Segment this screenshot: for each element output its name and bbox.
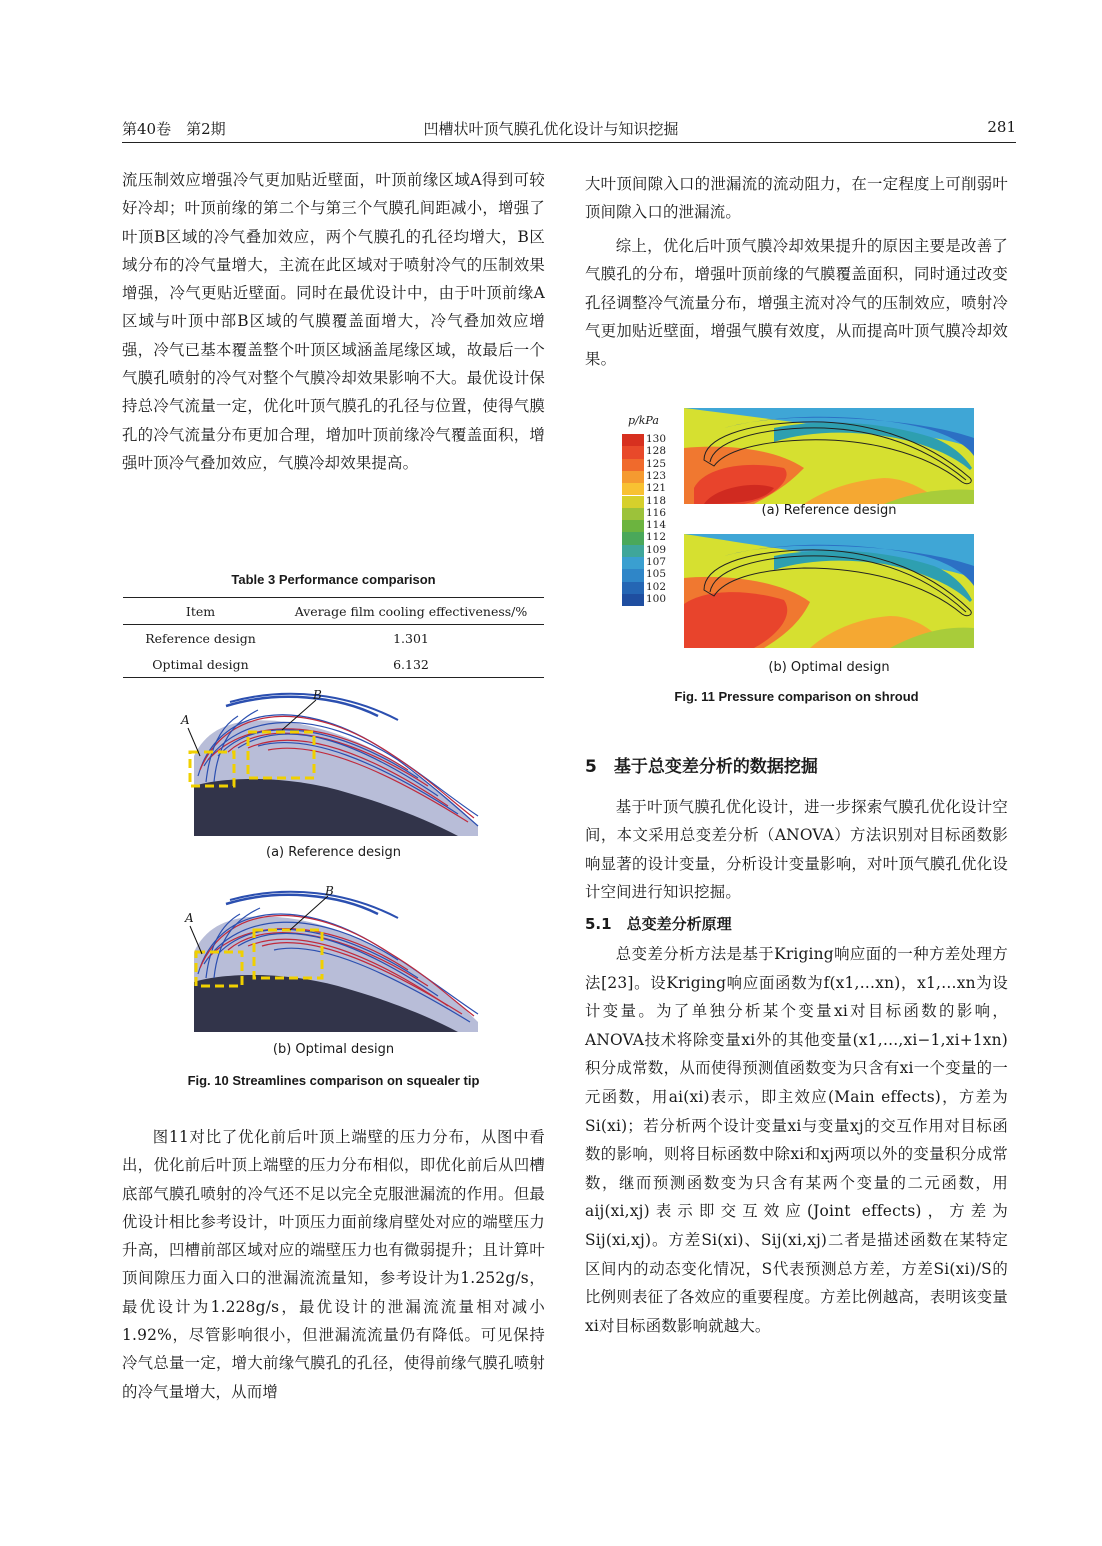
fig10-b-subcaption: (b) Optimal design [272, 1042, 395, 1057]
legend-value: 116 [646, 506, 667, 519]
section-5-heading: 5 基于总变差分析的数据挖掘 [585, 757, 818, 777]
fig10-a-subcaption: (a) Reference design [266, 845, 401, 860]
fig10-a-image [178, 686, 490, 840]
table3-header-row [123, 598, 544, 625]
legend-value: 125 [646, 457, 667, 470]
legend-value: 121 [646, 482, 667, 495]
right-paragraph-3: 基于叶顶气膜孔优化设计，进一步探索气膜孔优化设计空间，本文采用总变差分析（ANOVA）方法识别对目标函数影响显著的设计变量，分析设计变量影响，对叶顶气膜孔优化设计空间进行知识挖掘。 [585, 798, 1008, 901]
legend-value: 118 [646, 494, 667, 507]
legend-value: 123 [646, 469, 667, 482]
legend-value: 105 [646, 568, 667, 581]
legend-value: 102 [646, 580, 667, 593]
legend-swatch [622, 520, 644, 532]
fig10-b-label-a: A [185, 911, 194, 925]
legend-value: 130 [646, 433, 667, 445]
fig10-b-label-b: B [325, 884, 334, 898]
fig10-a-label-b: B [313, 688, 322, 702]
section-5-1-heading: 5.1 总变差分析原理 [585, 915, 732, 933]
fig11-caption: Fig. 11 Pressure comparison on shroud [674, 689, 919, 704]
legend-value: 128 [646, 445, 667, 458]
table3-header-effectiveness: Average film cooling effectiveness/% [294, 603, 528, 619]
right-paragraph-4: 总变差分析方法是基于Kriging响应面的一种方差处理方法[23]。设Kriging响应面函数为f(x1,…xn)，x1,…xn为设计变量。为了单独分析某个变量xi对目标函数的影响，ANOVA技术将除变量xi外的其他变量(x1,…,xi−1,xi+1xn)积分成常数，从而使得预测值函数变为只含有xi一个变量的一元函数，用ai(xi)表示，即主效应(Main effects)，方差为Si(xi)；若分析两个设计变量xi与变量xj的交互作用对目标函数的影响，则将目标函数中除xi和xj两项以外的变量积分成常数，继而预测函数变为只含有某两个变量的二元函数，用aij(xi,xj)表示即交互效应(Joint effects)，方差为Sij(xi,xj)。方差Si(xi)、Sij(xi,xj)二者是描述函数在某特定区间内的动态变化情况，S代表预测总方差，方差Si(xi)/S的比例则表征了各效应的重要程度。方差比例越高，表明该变量xi对目标函数影响就越大。 [585, 945, 1008, 1335]
running-title: 凹槽状叶顶气膜孔优化设计与知识挖掘 [423, 120, 679, 138]
journal-volume-issue: 第40卷 第2期 [122, 120, 226, 138]
left-paragraph-bottom: 图11对比了优化前后叶顶上端壁的压力分布，从图中看出，优化前后叶顶上端壁的压力分布相似，即优化前后从凹槽底部气膜孔喷射的冷气还不足以完全克服泄漏流的作用。但最优设计相比参考设计，叶顶压力面前缘肩壁处对应的端壁压力升高，凹槽前部区域对应的端壁压力也有微弱提升；且计算叶顶间隙压力面入口的泄漏流流量知，参考设计为1.252g/s，最优设计为1.228g/s，最优设计的泄漏流流量相对减小1.92%，尽管影响很小，但泄漏流流量仍有降低。可见保持冷气总量一定，增大前缘气膜孔的孔径，使得前缘气膜孔喷射的冷气量增大，从而增 [122, 1128, 545, 1401]
legend-swatch [622, 557, 644, 569]
legend-swatch [622, 545, 644, 557]
fig11-b-subcaption: (b) Optimal design [768, 660, 890, 675]
fig11-a-subcaption: (a) Reference design [761, 503, 897, 518]
table3-caption: Table 3 Performance comparison [231, 572, 436, 587]
fig11-b-contour [684, 534, 974, 652]
legend-swatch [622, 532, 644, 544]
legend-swatch [622, 434, 644, 446]
fig11-unit-label: p/kPa [628, 414, 659, 427]
page-number: 281 [987, 118, 1016, 136]
right-paragraph-2: 综上，优化后叶顶气膜冷却效果提升的原因主要是改善了气膜孔的分布，增强叶顶前缘的气膜覆盖面积，同时通过改变孔径调整冷气流量分布，增强主流对冷气的压制效应，喷射冷气更加贴近壁面，增强气膜有效度，从而提高叶顶气膜冷却效果。 [585, 237, 1008, 369]
fig10-a-label-a: A [181, 713, 190, 727]
table-row [123, 625, 544, 652]
legend-value: 112 [646, 531, 667, 544]
legend-swatch [622, 582, 644, 594]
legend-swatch [622, 594, 644, 606]
legend-value: 109 [646, 543, 667, 556]
legend-swatch [622, 446, 644, 458]
header-rule [122, 142, 1016, 143]
table3-cell: Reference design [145, 630, 256, 646]
left-paragraph-top: 流压制效应增强冷气更加贴近壁面，叶顶前缘区域A得到可较好冷却；叶顶前缘的第二个与第三个气膜孔间距减小，增强了叶顶B区域的冷气叠加效应，两个气膜孔的孔径均增大，B区域分布的冷气量增大，主流在此区域对于喷射冷气的压制效果增强，冷气更贴近壁面。同时在最优设计中，由于叶顶前缘A区域与叶顶中部B区域的气膜覆盖面增大，冷气叠加效应增强，冷气已基本覆盖整个叶顶区域涵盖尾缘区域，故最后一个气膜孔喷射的冷气对整个气膜冷却效果影响不大。最优设计保持总冷气流量一定，优化叶顶气膜孔的孔径与位置，使得气膜孔的冷气流量分布更加合理，增加叶顶前缘冷气覆盖面积，增强叶顶冷气叠加效应，气膜冷却效果提高。 [122, 171, 545, 472]
fig10-b-image [178, 882, 490, 1036]
legend-swatch [622, 508, 644, 520]
table3-cell: 6.132 [393, 656, 429, 672]
table3-cell: 1.301 [393, 630, 429, 646]
legend-value: 100 [646, 592, 667, 605]
legend-swatch [622, 459, 644, 471]
legend-swatch [622, 483, 644, 495]
legend-value: 107 [646, 556, 667, 568]
table3 [123, 597, 544, 678]
table-row [123, 651, 544, 678]
legend-swatch [622, 471, 644, 483]
table3-cell: Optimal design [152, 656, 249, 672]
fig11-a-contour [684, 408, 974, 508]
right-paragraph-1: 大叶顶间隙入口的泄漏流的流动阻力，在一定程度上可削弱叶顶间隙入口的泄漏流。 [585, 175, 1008, 222]
legend-value: 114 [646, 519, 667, 532]
fig10-caption: Fig. 10 Streamlines comparison on squealer tip [187, 1073, 480, 1088]
legend-swatch [622, 496, 644, 508]
table3-header-item: Item [185, 603, 216, 619]
legend-swatch [622, 569, 644, 581]
